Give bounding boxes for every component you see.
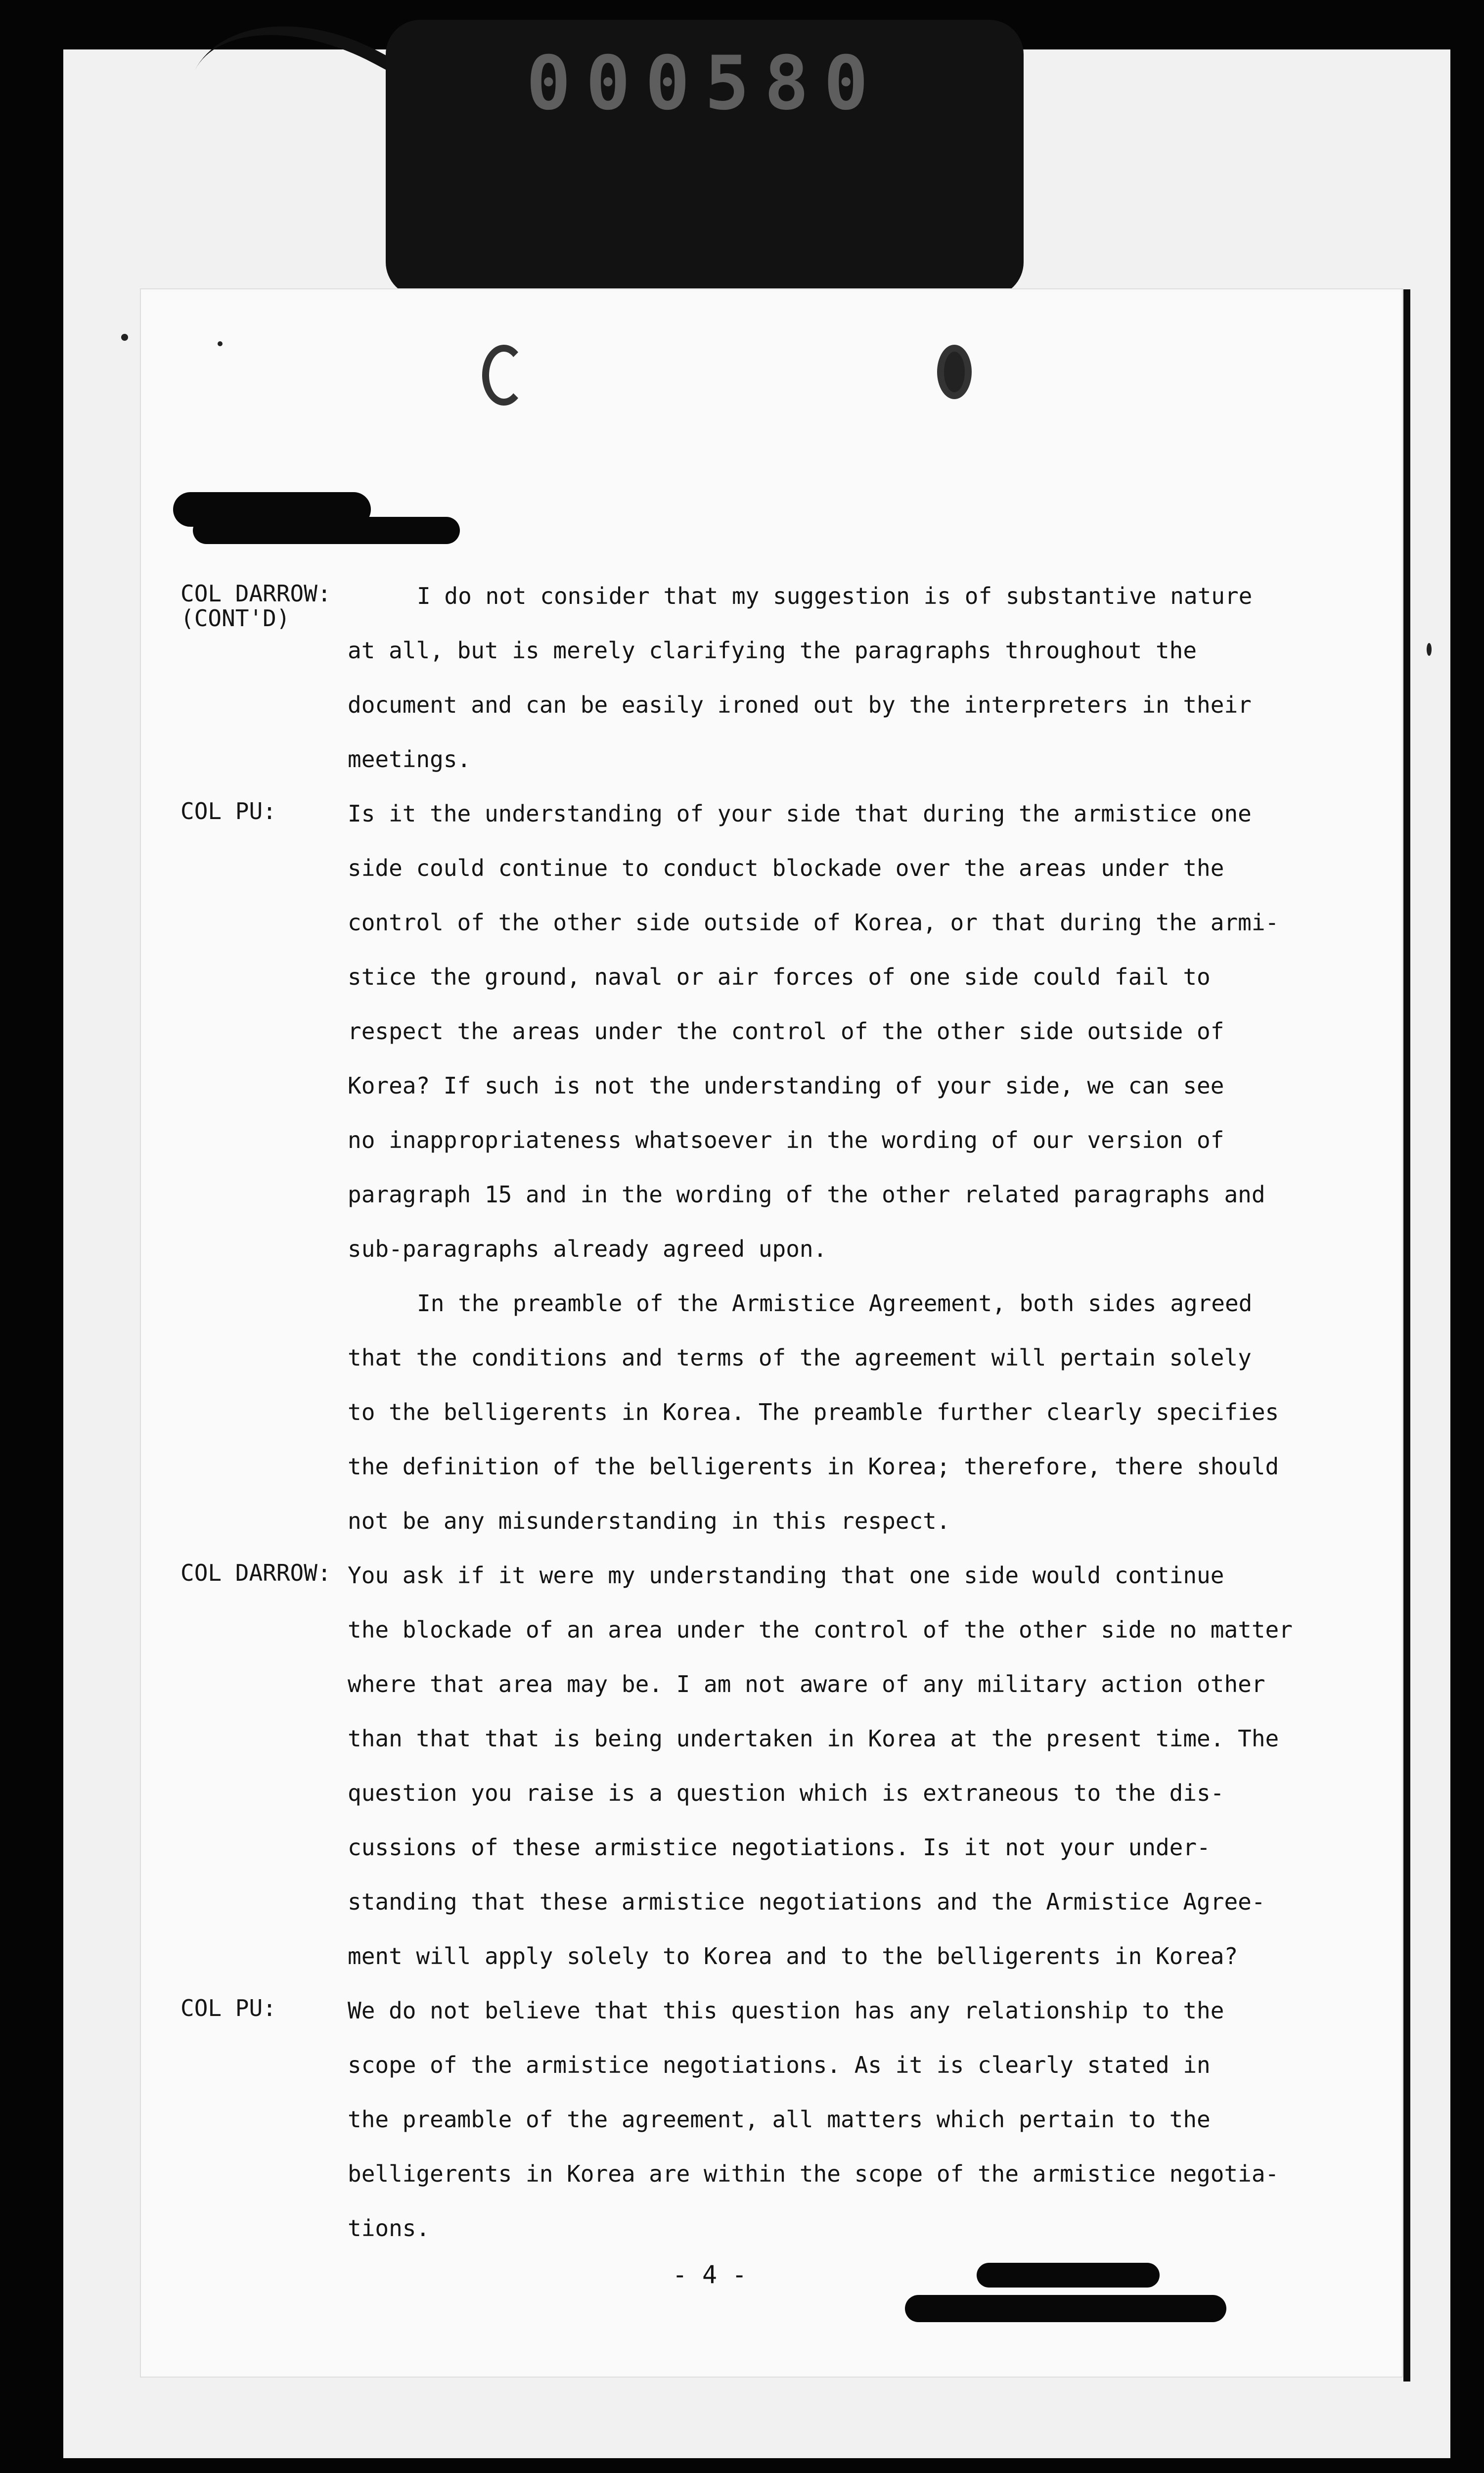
page-edge	[1403, 289, 1410, 2381]
text-line: You ask if it were my understanding that one side would continue	[348, 1562, 1224, 1589]
text-line: tions.	[348, 2215, 430, 2242]
text-line: belligerents in Korea are within the scope of the armistice negotia-	[348, 2160, 1279, 2187]
document-page	[141, 289, 1402, 2377]
dialogue-paragraph	[348, 1276, 1287, 1548]
text-line: the definition of the belligerents in Korea; therefore, there should	[348, 1453, 1279, 1480]
text-line: question you raise is a question which is extraneous to the dis-	[348, 1780, 1224, 1806]
page-number: - 4 -	[672, 2260, 747, 2289]
text-line: to the belligerents in Korea. The preamble further clearly specifies	[348, 1399, 1279, 1425]
text-line: no inappropriateness whatsoever in the wording of our version of	[348, 1127, 1224, 1153]
text-line: than that that is being undertaken in Korea at the present time. The	[348, 1725, 1279, 1752]
text-line: the preamble of the agreement, all matters which pertain to the	[348, 2106, 1211, 2133]
punch-hole-right	[937, 345, 972, 399]
text-line: standing that these armistice negotiations and the Armistice Agree-	[348, 1888, 1265, 1915]
dialogue-paragraph	[348, 1548, 1293, 1983]
text-line: Korea? If such is not the understanding of your side, we can see	[348, 1072, 1224, 1099]
text-line: the blockade of an area under the control of the other side no matter	[348, 1616, 1293, 1643]
frame-number-tab	[386, 20, 1024, 297]
text-line: document and can be easily ironed out by the interpreters in their	[348, 691, 1252, 718]
text-line: at all, but is merely clarifying the paragraphs throughout the	[348, 637, 1197, 664]
text-line: ment will apply solely to Korea and to the belligerents in Korea?	[348, 1943, 1238, 1969]
text-line: In the preamble of the Armistice Agreement, both sides agreed	[417, 1290, 1253, 1317]
redaction-mark-bottom	[977, 2263, 1160, 2288]
text-line: stice the ground, naval or air forces of one side could fail to	[348, 963, 1211, 990]
text-line: that the conditions and terms of the agreement will pertain solely	[348, 1344, 1252, 1371]
text-line: paragraph 15 and in the wording of the other related paragraphs and	[348, 1181, 1265, 1208]
punch-hole-left	[482, 345, 526, 406]
speck	[1427, 643, 1432, 656]
text-line: respect the areas under the control of the other side outside of	[348, 1018, 1224, 1045]
redaction-mark-bottom-2	[905, 2295, 1226, 2322]
text-line: cussions of these armistice negotiations. Is it not your under-	[348, 1834, 1211, 1861]
speaker-label: COL PU:	[180, 798, 276, 824]
text-line: not be any misunderstanding in this respect.	[348, 1508, 950, 1534]
text-line: scope of the armistice negotiations. As it is clearly stated in	[348, 2052, 1211, 2078]
speck	[121, 334, 128, 341]
redaction-mark-top-2	[193, 517, 460, 544]
text-line: I do not consider that my suggestion is of substantive nature	[417, 583, 1253, 609]
text-line: side could continue to conduct blockade over the areas under the	[348, 855, 1224, 881]
frame-number: 000580	[526, 41, 883, 127]
text-line: meetings.	[348, 746, 471, 773]
text-line: sub-paragraphs already agreed upon.	[348, 1236, 827, 1262]
dialogue-paragraph	[348, 786, 1287, 1276]
dialogue-paragraph	[348, 1983, 1287, 2255]
speaker-label: COL PU:	[180, 1995, 276, 2021]
text-line: where that area may be. I am not aware of any military action other	[348, 1671, 1265, 1697]
text-line: We do not believe that this question has any relationship to the	[348, 1997, 1224, 2024]
text-line: control of the other side outside of Korea, or that during the armi-	[348, 909, 1279, 936]
speck	[218, 341, 223, 346]
text-line: Is it the understanding of your side that during the armistice one	[348, 800, 1252, 827]
speaker-label: COL DARROW: (CONT'D)	[180, 580, 331, 632]
speaker-label: COL DARROW:	[180, 1559, 331, 1586]
dialogue-paragraph	[348, 569, 1287, 786]
